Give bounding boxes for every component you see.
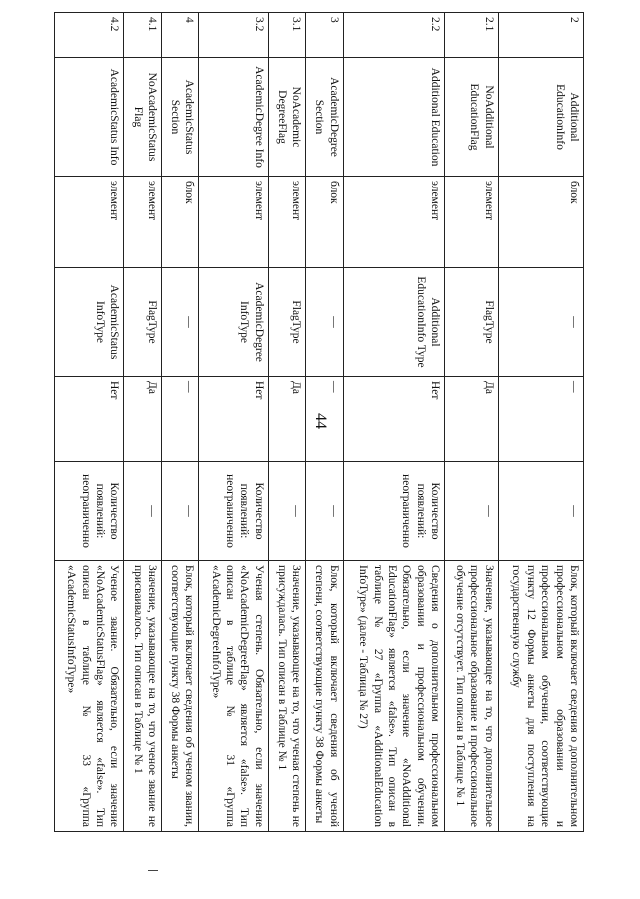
cell-kind: элемент <box>343 177 444 268</box>
cell-required: Нет <box>343 377 444 462</box>
rotated-table-wrapper <box>54 12 584 832</box>
cell-type: AcademicDegree InfoType <box>199 268 268 377</box>
specification-table <box>54 12 584 832</box>
cell-element-name: NoAdditional EducationFlag <box>445 58 498 177</box>
cell-number: 2 <box>498 13 583 58</box>
cell-cardinality: Количество появлений: неограниченно <box>199 462 268 561</box>
cell-kind: блок <box>161 177 198 268</box>
cell-type: AcademicStatus InfoType <box>55 268 124 377</box>
cell-cardinality: — <box>268 462 305 561</box>
cell-cardinality: — <box>161 462 198 561</box>
cell-description: Блок, который включает сведения об ученом звании, соответствующие пункту 38 Формы анкеты <box>161 561 198 832</box>
cell-element-name: Additional Education <box>343 58 444 177</box>
cell-kind: блок <box>498 177 583 268</box>
cell-number: 4.2 <box>55 13 124 58</box>
margin-mark <box>148 870 158 871</box>
table-row <box>343 13 444 832</box>
table-row <box>55 13 124 832</box>
cell-kind: элемент <box>199 177 268 268</box>
cell-description: Значение, указывающее на то, что ученая степень не присуждалась. Тип описан в Таблице № 1 <box>268 561 305 832</box>
cell-number: 4.1 <box>124 13 161 58</box>
cell-kind: блок <box>306 177 343 268</box>
cell-description: Значение, указывающее на то, что дополнительное профессиональное образование и профессиональное обучение отсутствует. Тип описан в Таблице № 1 <box>445 561 498 832</box>
cell-element-name: AcademicDegree Section <box>306 58 343 177</box>
cell-type: Additional EducationInfo Type <box>343 268 444 377</box>
cell-element-name: Additional EducationInfo <box>498 58 583 177</box>
cell-required: — <box>498 377 583 462</box>
cell-cardinality: Количество появлений: неограниченно <box>343 462 444 561</box>
cell-kind: элемент <box>124 177 161 268</box>
cell-description: Сведения о дополнительном профессиональном образовании и профессиональном обучении. Обязательно, если значение «NoAdditional EducationFlag» является «false». Тип описан в таблице № 27 «Группа «AdditionalEducation InfoType» (далее - Таблица № 27) <box>343 561 444 832</box>
cell-number: 3.2 <box>199 13 268 58</box>
cell-required: Нет <box>199 377 268 462</box>
table-row <box>306 13 343 832</box>
cell-type: FlagType <box>268 268 305 377</box>
cell-type: — <box>306 268 343 377</box>
cell-element-name: AcademicStatus Info <box>55 58 124 177</box>
table-row <box>161 13 198 832</box>
cell-type: FlagType <box>124 268 161 377</box>
cell-cardinality: — <box>498 462 583 561</box>
cell-element-name: NoAcademicStatus Flag <box>124 58 161 177</box>
cell-element-name: NoAcademic DegreeFlag <box>268 58 305 177</box>
cell-description: Блок, который включает сведения о дополнительном профессиональном образовании и профессиональном обучении, соответствующие пункту 12 Формы анкеты для поступления на государственную службу <box>498 561 583 832</box>
cell-type: FlagType <box>445 268 498 377</box>
table-row <box>498 13 583 832</box>
cell-cardinality: — <box>445 462 498 561</box>
cell-element-name: AcademicStatus Section <box>161 58 198 177</box>
table-row <box>268 13 305 832</box>
cell-description: Ученая степень. Обязательно, если значение «NoAcademicDegreeFlag» является «false». Тип описан в таблице № 31 «Группа «AcademicDegreeInfoType» <box>199 561 268 832</box>
cell-cardinality: Количество появлений: неограниченно <box>55 462 124 561</box>
cell-required: Нет <box>55 377 124 462</box>
page-number: 44 <box>312 413 329 429</box>
cell-element-name: AcademicDegree Info <box>199 58 268 177</box>
cell-kind: элемент <box>445 177 498 268</box>
cell-cardinality: — <box>124 462 161 561</box>
cell-required: Да <box>124 377 161 462</box>
cell-description: Значение, указывающее на то, что ученое звание не присваивалось. Тип описан в Таблице № 1 <box>124 561 161 832</box>
cell-required: Да <box>445 377 498 462</box>
cell-number: 2.1 <box>445 13 498 58</box>
table-row <box>124 13 161 832</box>
cell-required: — <box>161 377 198 462</box>
table-row <box>199 13 268 832</box>
cell-kind: элемент <box>55 177 124 268</box>
cell-required: — <box>306 377 343 462</box>
cell-number: 4 <box>161 13 198 58</box>
cell-description: Блок, который включает сведения об ученой степени, соответствующие пункту 38 Формы анкеты <box>306 561 343 832</box>
cell-required: Да <box>268 377 305 462</box>
cell-type: — <box>498 268 583 377</box>
cell-type: — <box>161 268 198 377</box>
cell-kind: элемент <box>268 177 305 268</box>
cell-description: Ученое звание. Обязательно, если значение «NoAcademicStatusFlag» является «false». Тип описан в таблице № 33 «Группа «AcademicStatusInfoType» <box>55 561 124 832</box>
table-row <box>445 13 498 832</box>
cell-number: 3.1 <box>268 13 305 58</box>
cell-cardinality: — <box>306 462 343 561</box>
cell-number: 2.2 <box>343 13 444 58</box>
cell-number: 3 <box>306 13 343 58</box>
table-body <box>55 13 584 832</box>
